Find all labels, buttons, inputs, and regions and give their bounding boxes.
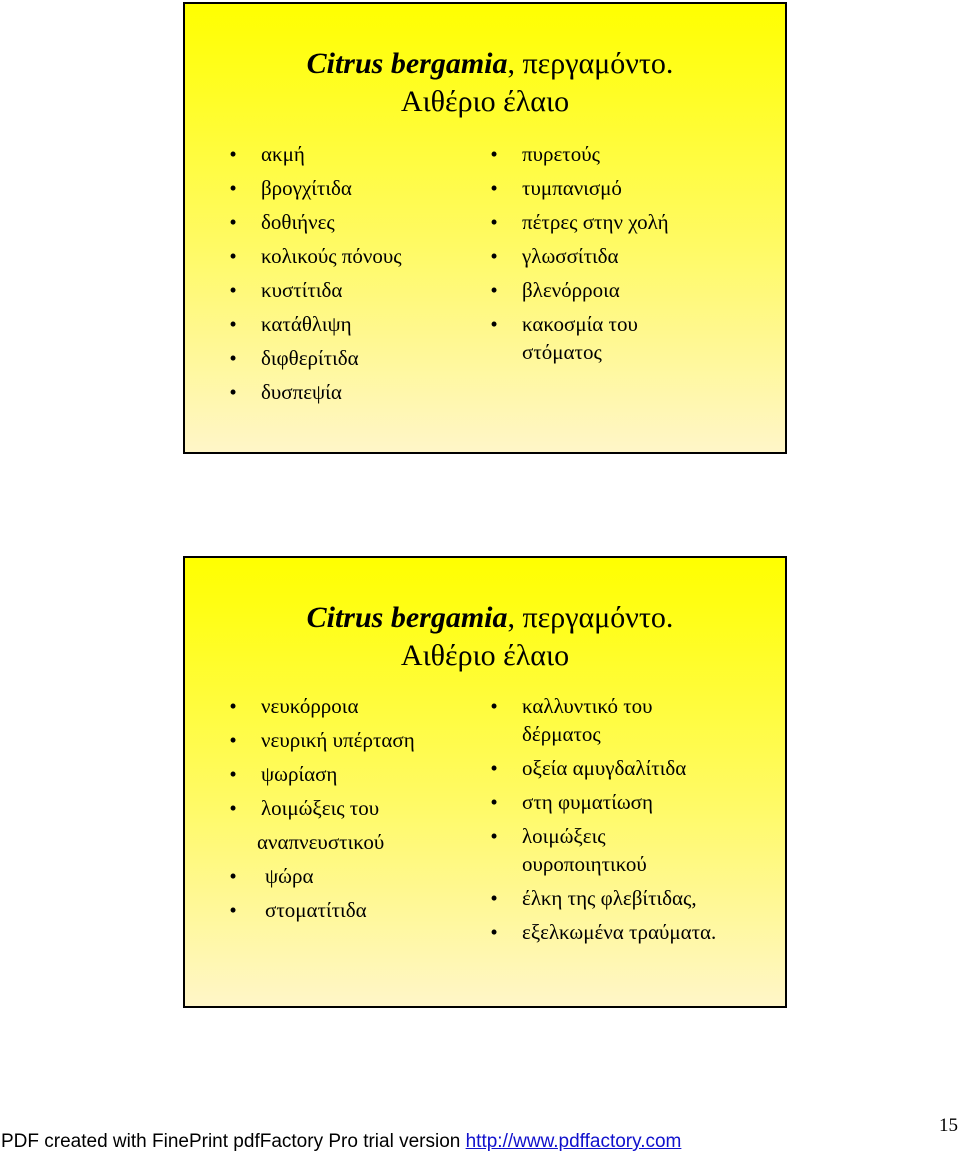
list-item: • καλλυντικό του δέρματος [488, 692, 716, 748]
list-item: • κατάθλιψη [227, 310, 402, 338]
page-number: 15 [939, 1115, 958, 1136]
slide-1 [183, 2, 787, 454]
bullet-icon: • [229, 796, 237, 820]
list-item: • πυρετούς [488, 140, 669, 168]
bullet-icon: • [490, 176, 498, 200]
bullet-list-right [488, 692, 716, 952]
bullet-icon: • [229, 762, 237, 786]
bullet-icon: • [490, 756, 498, 780]
list-item-continuation: αναπνευστικού [257, 830, 385, 854]
slide-subtitle: Αιθέριο έλαιο [400, 639, 570, 672]
bullet-icon: • [229, 346, 237, 370]
slide-2 [183, 556, 787, 1008]
bullet-icon: • [229, 210, 237, 234]
bullet-icon: • [490, 920, 498, 944]
bullet-icon: • [490, 790, 498, 814]
bullet-icon: • [229, 142, 237, 166]
list-item: • δοθιήνες [227, 208, 402, 236]
list-item: • ψωρίαση [227, 760, 415, 788]
list-item: • πέτρες στην χολή [488, 208, 669, 236]
list-item: • νευκόρροια [227, 692, 415, 720]
footer-text: PDF created with FinePrint pdfFactory Pro trial version [1, 1131, 466, 1152]
title-genus: Citrus bergamia [306, 47, 508, 80]
bullet-icon: • [490, 244, 498, 268]
list-item-continuation: στόματος [522, 340, 602, 364]
bullet-icon: • [490, 312, 498, 336]
list-item: • έλκη της φλεβίτιδας, [488, 884, 716, 912]
bullet-icon: • [229, 694, 237, 718]
bullet-icon: • [490, 210, 498, 234]
list-item: • ακμή [227, 140, 402, 168]
footer-link[interactable]: http://www.pdffactory.com [465, 1131, 682, 1152]
bullet-icon: • [490, 142, 498, 166]
title-rest: , περγαμόντο. [507, 601, 674, 634]
bullet-list-left [227, 692, 415, 930]
list-item: • διφθερίτιδα [227, 344, 402, 372]
bullet-icon: • [490, 886, 498, 910]
list-item: • ψώρα [227, 862, 415, 890]
bullet-list-left [227, 140, 402, 412]
bullet-icon: • [229, 728, 237, 752]
list-item: • γλωσσίτιδα [488, 242, 669, 270]
list-item: • λοιμώξεις του [227, 794, 415, 822]
slide-title [185, 46, 785, 82]
list-item: • λοιμώξεις ουροποιητικού [488, 822, 716, 878]
list-item: • κολικούς πόνους [227, 242, 402, 270]
bullet-list-right [488, 140, 669, 372]
slide-title [185, 600, 785, 636]
list-item: • νευρική υπέρταση [227, 726, 415, 754]
list-item: • κυστίτιδα [227, 276, 402, 304]
list-item: • κακοσμία του [488, 310, 669, 338]
bullet-icon: • [490, 278, 498, 302]
bullet-icon: • [490, 694, 498, 718]
title-genus: Citrus bergamia [306, 601, 508, 634]
pdf-footer [1, 1130, 681, 1154]
list-item: • στοματίτιδα [227, 896, 415, 924]
bullet-icon: • [229, 176, 237, 200]
list-item: • εξελκωμένα τραύματα. [488, 918, 716, 946]
title-rest: , περγαμόντο. [507, 47, 674, 80]
list-item: • δυσπεψία [227, 378, 402, 406]
list-item: • στη φυματίωση [488, 788, 716, 816]
bullet-icon: • [229, 898, 237, 922]
bullet-icon: • [229, 244, 237, 268]
bullet-icon: • [229, 312, 237, 336]
bullet-icon: • [229, 278, 237, 302]
list-item: • βρογχίτιδα [227, 174, 402, 202]
list-item: • τυμπανισμό [488, 174, 669, 202]
list-item: • βλενόρροια [488, 276, 669, 304]
bullet-icon: • [229, 864, 237, 888]
bullet-icon: • [229, 380, 237, 404]
slide-subtitle: Αιθέριο έλαιο [400, 85, 570, 118]
bullet-icon: • [490, 824, 498, 848]
list-item: • οξεία αμυγδαλίτιδα [488, 754, 716, 782]
